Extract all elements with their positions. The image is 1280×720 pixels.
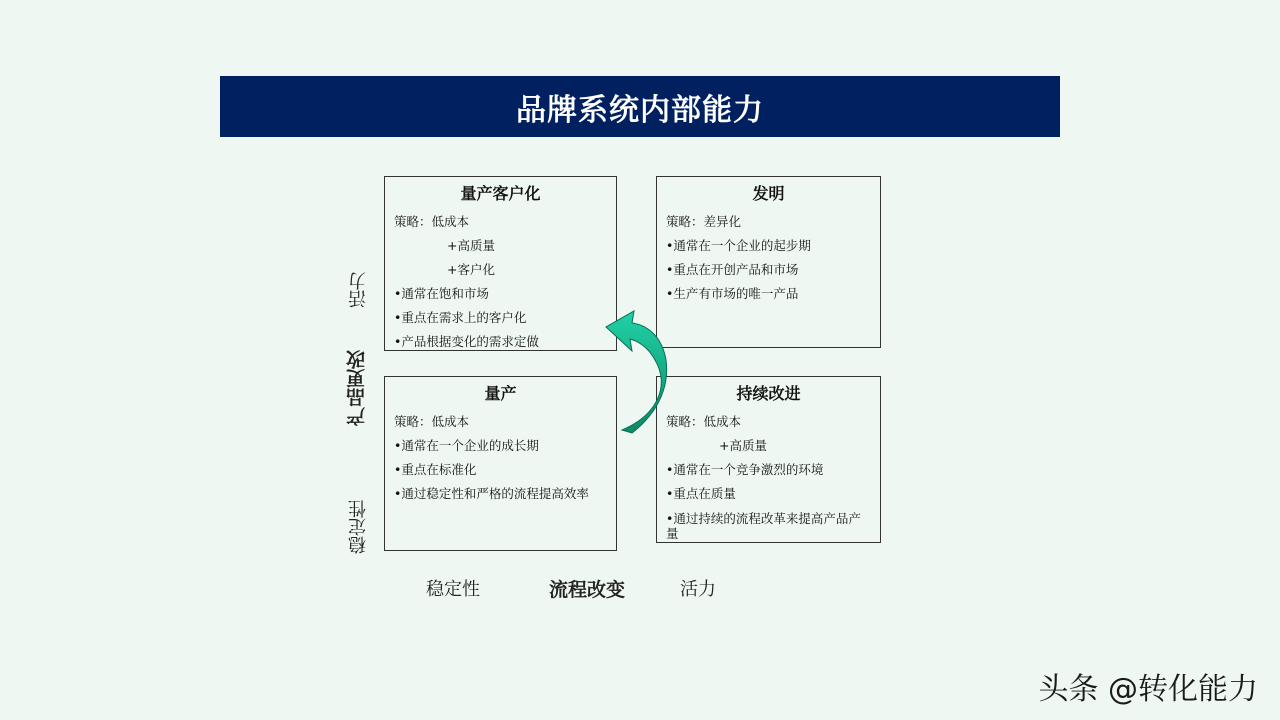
quadrant-bullet: •通过持续的流程改革来提高产品产量 xyxy=(666,511,861,541)
quadrant-title: 发明 xyxy=(752,184,785,203)
page-title: 品牌系统内部能力 xyxy=(516,92,764,128)
y-axis-title: 产品更改 xyxy=(346,350,368,426)
quadrant-bullet: •通常在一个企业的成长期 xyxy=(394,438,539,453)
quadrant-bullet: •通常在饱和市场 xyxy=(394,286,489,301)
quadrant-strategy: 策略：低成本 xyxy=(666,414,742,429)
quadrant-strategy: 策略：差异化 xyxy=(666,214,742,229)
title-banner xyxy=(220,76,1060,137)
quadrant-title: 量产客户化 xyxy=(460,184,541,203)
y-axis-bottom-label: 稳定性 xyxy=(348,500,369,554)
quadrant-bullet: •重点在需求上的客户化 xyxy=(394,310,527,325)
x-axis-title: 流程改变 xyxy=(549,579,626,601)
quadrant-bullet: •重点在质量 xyxy=(666,486,736,501)
watermark: 头条 @转化能力 xyxy=(1038,672,1258,707)
quadrant-bullet: •通常在一个企业的起步期 xyxy=(666,238,811,253)
x-axis-left-label: 稳定性 xyxy=(426,579,480,600)
quadrant-continuous-improvement xyxy=(656,376,881,543)
quadrant-bullet: •重点在标准化 xyxy=(394,462,477,477)
quadrant-strategy: 策略：低成本 xyxy=(394,414,470,429)
curved-arrow-icon xyxy=(600,305,670,435)
quadrant-bullet: •通常在一个竞争激烈的环境 xyxy=(666,462,824,477)
quadrant-bullet: •生产有市场的唯一产品 xyxy=(666,286,799,301)
quadrant-strategy-extra: +高质量 xyxy=(447,238,495,253)
quadrant-bullet: •重点在开创产品和市场 xyxy=(666,262,799,277)
quadrant-mass-customization xyxy=(384,176,617,351)
quadrant-bullet: •通过稳定性和严格的流程提高效率 xyxy=(394,486,589,501)
y-axis-top-label: 活力 xyxy=(348,272,369,308)
quadrant-strategy: 策略：低成本 xyxy=(394,214,470,229)
x-axis-right-label: 活力 xyxy=(680,579,716,600)
quadrant-title: 量产 xyxy=(484,384,517,403)
quadrant-mass-production xyxy=(384,376,617,551)
quadrant-strategy-extra: +高质量 xyxy=(719,438,767,453)
quadrant-invention xyxy=(656,176,881,348)
quadrant-bullet: •产品根据变化的需求定做 xyxy=(394,334,539,349)
quadrant-title: 持续改进 xyxy=(736,384,801,403)
quadrant-strategy-extra: +客户化 xyxy=(447,262,495,277)
